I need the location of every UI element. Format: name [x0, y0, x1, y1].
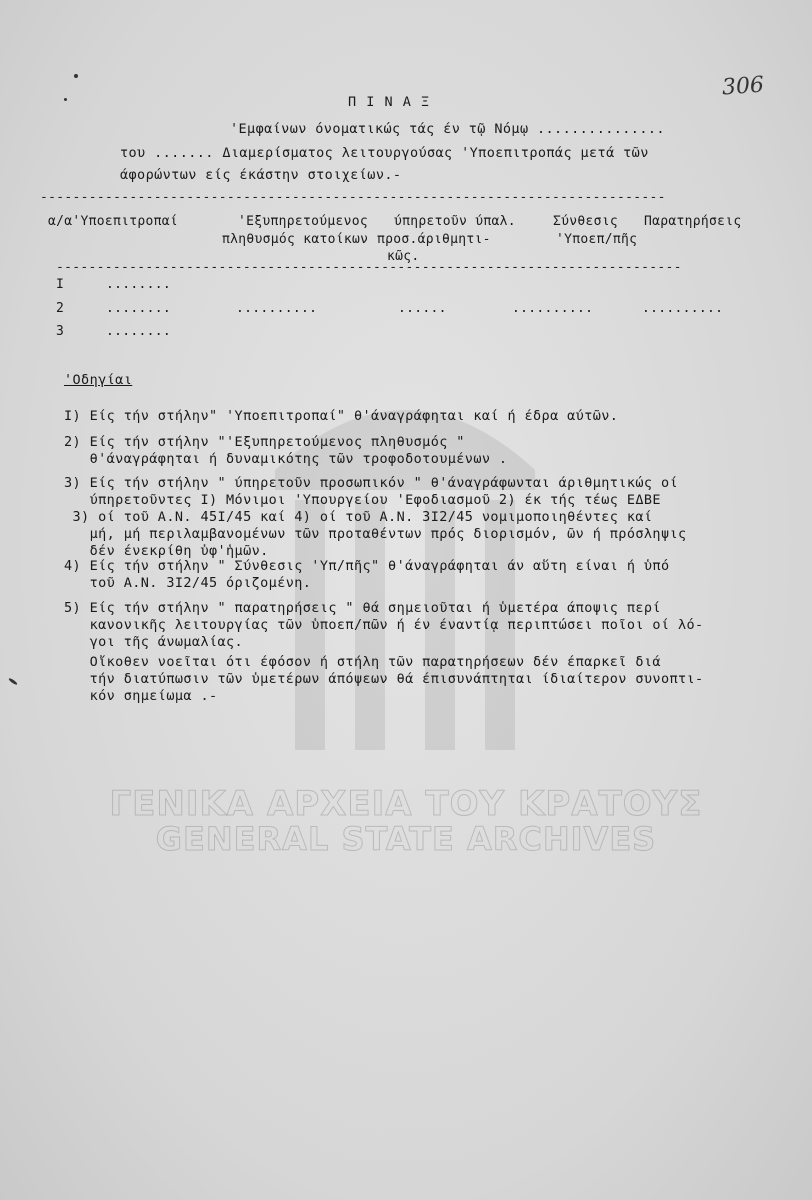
column-header-subcommittees: α/α'Υποεπιτροπαί [48, 214, 179, 229]
row-number: 3 [56, 324, 65, 339]
watermark-greek: ΓΕΝΙΚΑ ΑΡΧΕΙΑ ΤΟΥ ΚΡΑΤΟΥΣ [109, 784, 703, 824]
separator-header: ----------------------------------------------------------------------------- [56, 260, 682, 275]
instruction-line: 2) Είς τήν στήλην "'Εξυπηρετούμενος πληθυσμός " [64, 434, 465, 450]
column-header-composition: Σύνθεσις [553, 214, 619, 229]
row-cell: ........ [106, 301, 172, 316]
subtitle-line-2: του ....... Διαμερίσματος λειτουργούσας 'Υποεπιτροπάς μετά τῶν [120, 145, 649, 161]
ink-speck [64, 98, 67, 101]
instruction-line: Ι) Είς τήν στήλην" 'Υποεπιτροπαί" θ'άναγράφηται καί ή έδρα αύτῶν. [64, 408, 619, 424]
instruction-line: κόν σημείωμα .- [64, 688, 218, 704]
row-cell: .......... [236, 301, 318, 316]
instruction-line: δέν ένεκρίθη ὑφ'ἡμῶν. [64, 543, 269, 559]
watermark-english: GENERAL STATE ARCHIVES [155, 820, 657, 858]
column-header-composition-2: 'Υποεπ/πῆς [556, 232, 638, 247]
instruction-line: 3) οί τοῦ Α.Ν. 45Ι/45 καί 4) οί τοῦ Α.Ν. 3Ι2/45 νομιμοποιηθέντες καί [64, 509, 653, 525]
instruction-line: θ'άναγράφηται ή δυναμικότης τῶν τροφοδοτουμένων . [64, 451, 508, 467]
column-header-staff-2: προσ.άριθμητι- [377, 232, 491, 247]
ink-speck [74, 74, 78, 78]
row-number: 2 [56, 301, 65, 316]
separator-top: ----------------------------------------------------------------------------- [40, 190, 666, 205]
instruction-line: γοι τῆς άνωμαλίας. [64, 634, 244, 650]
row-cell: ........ [106, 324, 172, 339]
instruction-line: τοῦ Α.Ν. 3Ι2/45 όριζομένη. [64, 575, 312, 591]
row-cell: ........ [106, 277, 172, 292]
column-header-staff-3: κῶς. [387, 249, 420, 264]
subtitle-line-1: 'Εμφαίνων όνοματικώς τάς έν τῷ Νόμῳ ............... [230, 121, 665, 137]
instruction-line: μή, μή περιλαμβανομένων τῶν προταθέντων πρός διορισμόν, ῶν ή πρόσληψις [64, 526, 687, 542]
page-title: Π Ι Ν Α Ξ [348, 94, 431, 110]
column-header-remarks: Παρατηρήσεις [644, 214, 742, 229]
instruction-line: κανονικῆς λειτουργίας τῶν ὑποεπ/πῶν ή έν έναντίᾳ περιπτώσει ποῖοι οί λό- [64, 617, 704, 633]
instruction-line: 4) Είς τήν στήλην " Σύνθεσις 'Υπ/πῆς" θ'άναγράφηται άν αὕτη είναι ή ὑπό [64, 558, 670, 574]
instruction-line: τήν διατύπωσιν τῶν ὑμετέρων άπόψεων θά έπισυνάπτηται ίδιαίτερον συνοπτι- [64, 671, 704, 687]
row-cell: ...... [398, 301, 447, 316]
subtitle-line-3: άφορώντων είς έκάστην στοιχείων.- [120, 167, 402, 183]
ink-mark [8, 677, 18, 685]
instruction-line: Οἴκοθεν νοεῖται ότι έφόσον ή στήλη τῶν παρατηρήσεων δέν έπαρκεῖ διά [64, 654, 661, 670]
page-number: 306 [721, 72, 765, 101]
row-number: Ι [56, 277, 65, 292]
instruction-line: 3) Είς τήν στήλην " ύπηρετοῦν προσωπικόν " θ'άναγράφωνται άριθμητικώς οί [64, 475, 678, 491]
column-header-population: 'Εξυπηρετούμενος [238, 214, 369, 229]
column-header-staff: ύπηρετοῦν ύπαλ. [394, 214, 516, 229]
column-header-population-2: πληθυσμός κατοίκων [222, 232, 369, 247]
row-cell: .......... [642, 301, 724, 316]
instruction-line: 5) Είς τήν στήλην " παρατηρήσεις " θά σημειοῦται ή ὑμετέρα άποψις περί [64, 600, 661, 616]
instruction-line: ύπηρετοῦντες Ι) Μόνιμοι 'Υπουργείου 'Εφοδιασμοῦ 2) έκ τής τέως ΕΔΒΕ [64, 492, 661, 508]
instructions-heading: 'Οδηγίαι [64, 372, 133, 388]
row-cell: .......... [512, 301, 594, 316]
